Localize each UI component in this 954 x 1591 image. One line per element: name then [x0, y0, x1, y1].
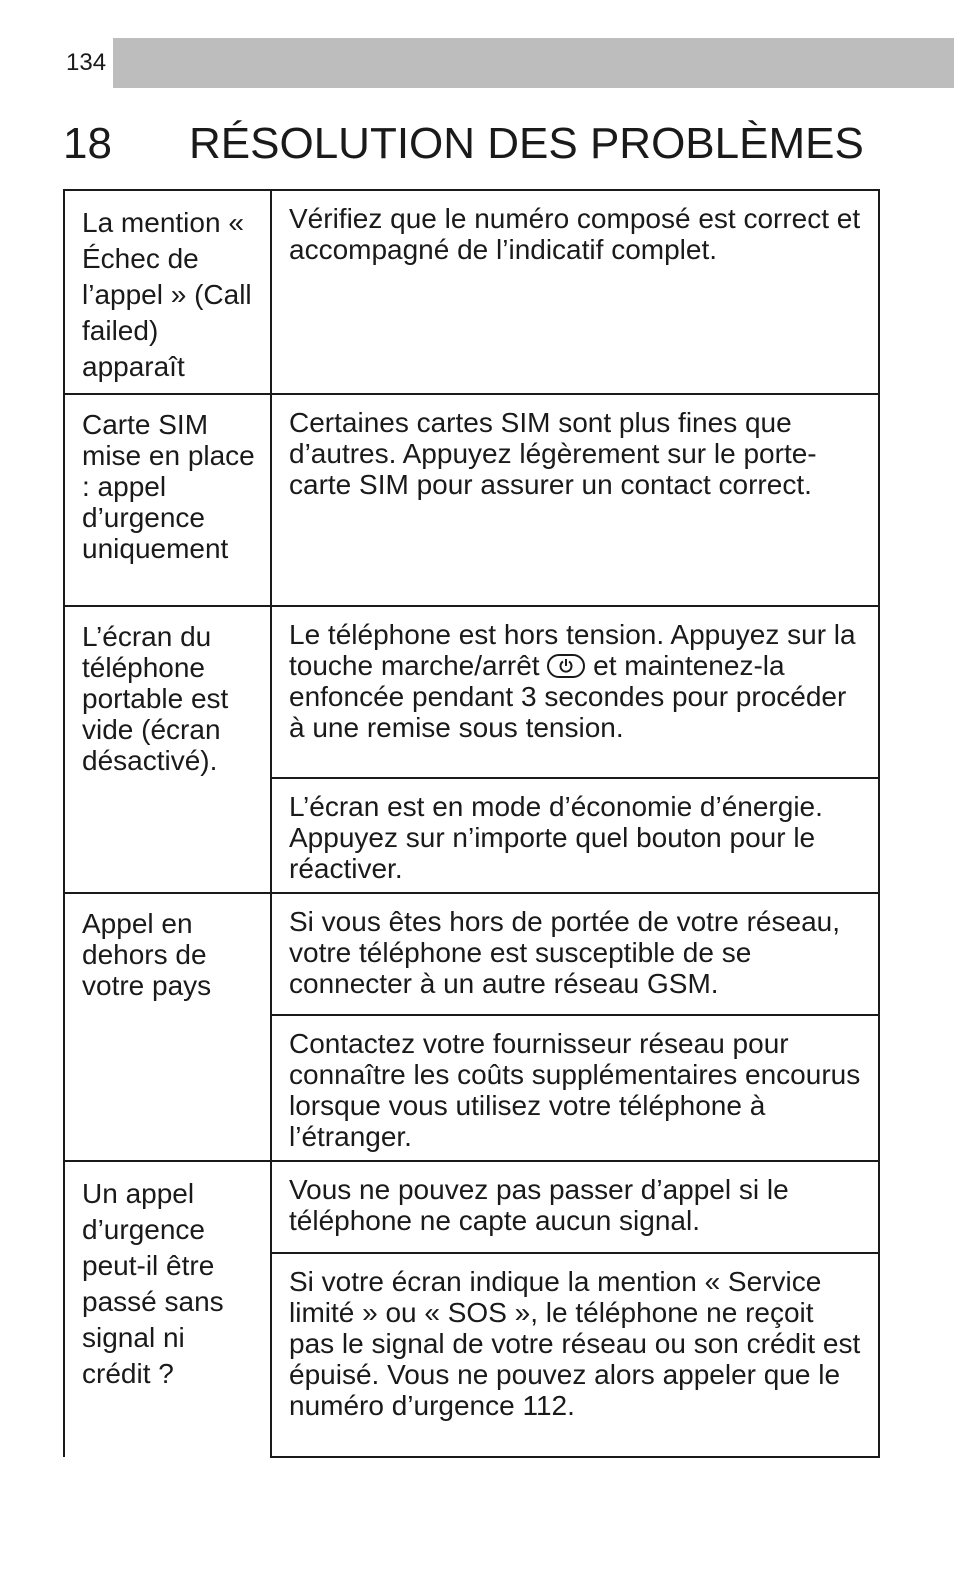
- page-header-bar: [63, 38, 954, 88]
- problem-cell: Un appel d’urgence peut-il être passé sans signal ni crédit ?: [64, 1161, 271, 1457]
- page-number: 134: [63, 38, 113, 88]
- solution-cell: [271, 606, 879, 778]
- chapter-number: 18: [63, 119, 112, 168]
- table-row: [64, 190, 879, 394]
- power-button-icon: [547, 654, 585, 678]
- problem-cell: La mention « Échec de l’appel » (Call failed) apparaît: [64, 190, 271, 394]
- solution-cell: L’écran est en mode d’économie d’énergie. Appuyez sur n’importe quel bouton pour le réactiver.: [271, 778, 879, 893]
- solution-cell: Contactez votre fournisseur réseau pour connaître les coûts supplémentaires encourus lorsque vous utilisez votre téléphone à l’étranger.: [271, 1015, 879, 1161]
- table-row: [64, 893, 879, 1015]
- solution-cell: Si vous êtes hors de portée de votre réseau, votre téléphone est susceptible de se connecter à un autre réseau GSM.: [271, 893, 879, 1015]
- troubleshooting-table: [63, 189, 878, 1458]
- solution-cell: Si votre écran indique la mention « Service limité » ou « SOS », le téléphone ne reçoit pas le signal de votre réseau ou son crédit est épuisé. Vous ne pouvez alors appeler que le numéro d’urgence 112.: [271, 1253, 879, 1457]
- problem-cell: Appel en dehors de votre pays: [64, 893, 271, 1161]
- solution-text-after-icon: et maintenez-la enfoncée pendant 3 secondes pour procéder à une remise sous tension.: [289, 650, 847, 743]
- problem-cell: L’écran du téléphone portable est vide (écran désactivé).: [64, 606, 271, 893]
- problem-cell: Carte SIM mise en place : appel d’urgence uniquement: [64, 394, 271, 606]
- table-row: [64, 1161, 879, 1253]
- solution-cell: Vous ne pouvez pas passer d’appel si le téléphone ne capte aucun signal.: [271, 1161, 879, 1253]
- chapter-heading: [63, 118, 864, 170]
- solution-text-before-icon: Le téléphone est hors tension. Appuyez sur la touche marche/arrêt: [289, 619, 856, 681]
- table-row: [64, 606, 879, 778]
- solution-cell: Certaines cartes SIM sont plus fines que d’autres. Appuyez légèrement sur le porte-carte SIM pour assurer un contact correct.: [271, 394, 879, 606]
- table-row: [64, 394, 879, 606]
- chapter-title: RÉSOLUTION DES PROBLÈMES: [189, 119, 864, 168]
- solution-cell: Vérifiez que le numéro composé est correct et accompagné de l’indicatif complet.: [271, 190, 879, 394]
